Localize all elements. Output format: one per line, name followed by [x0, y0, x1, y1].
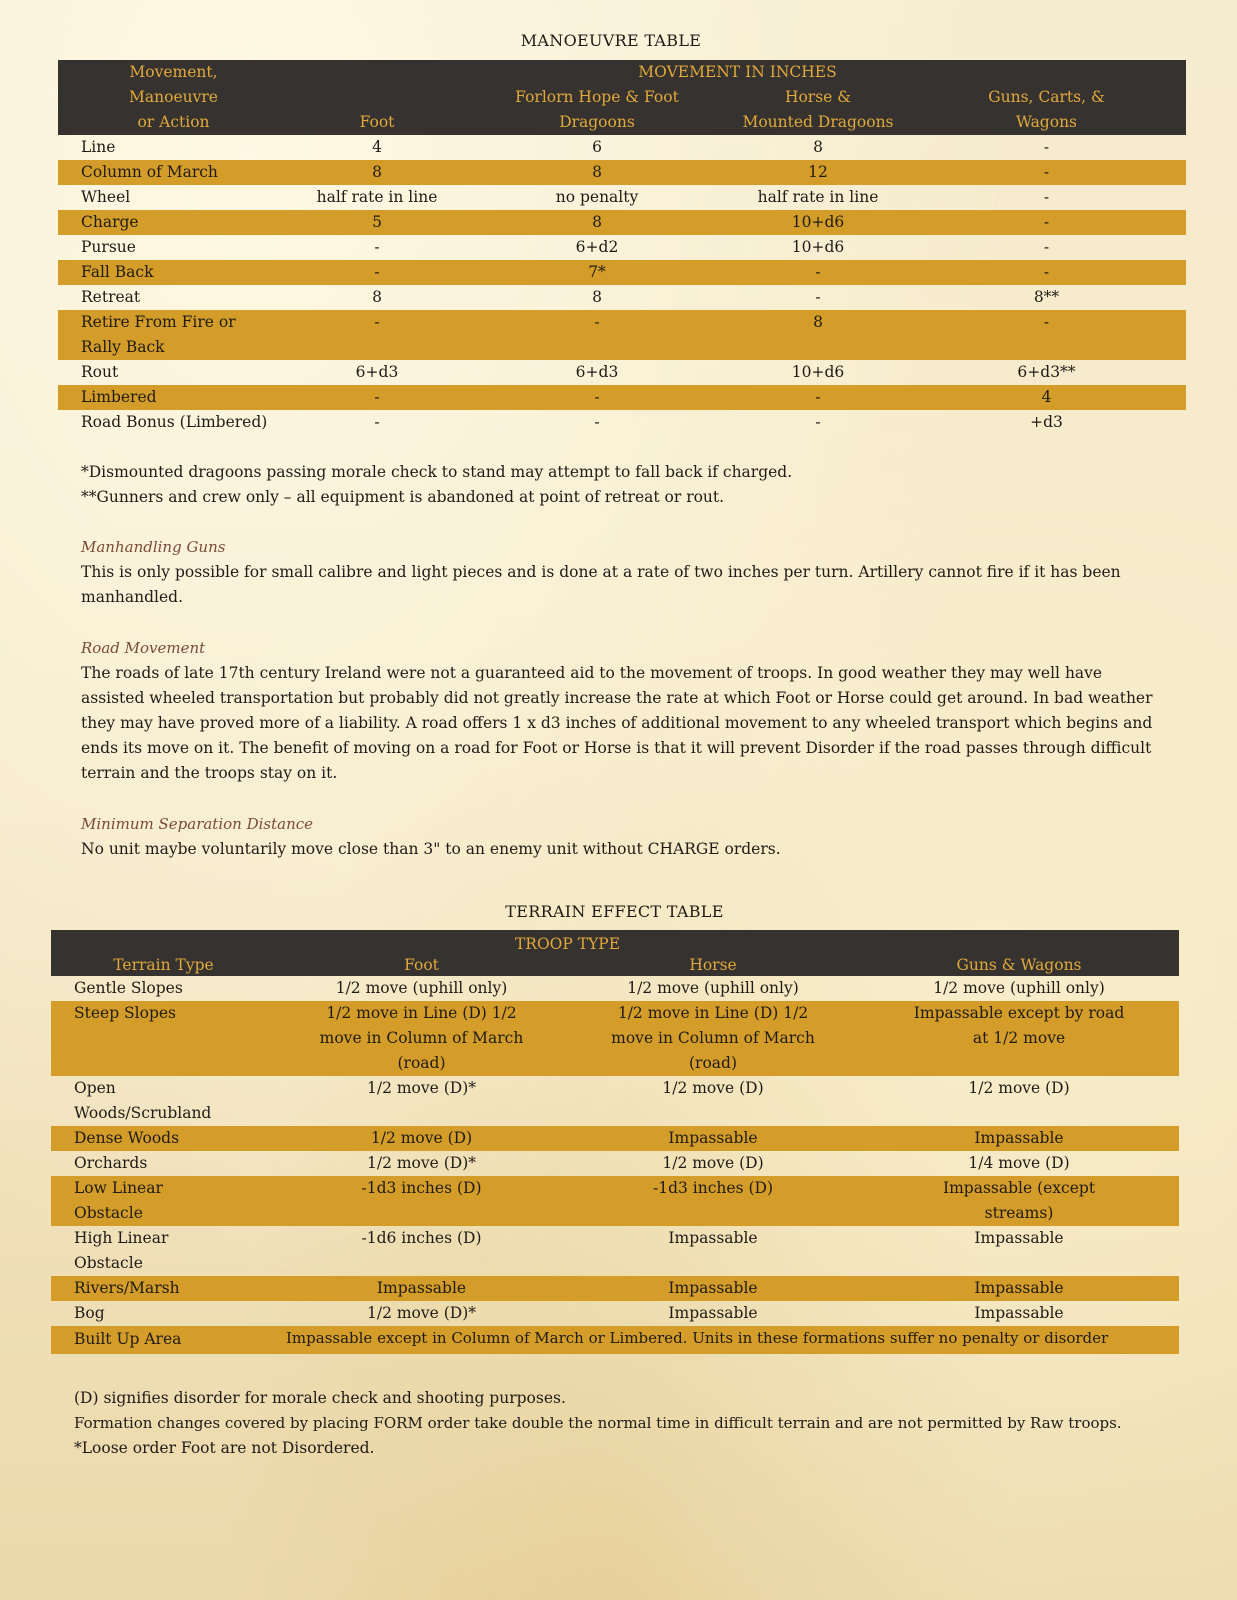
- header-horse-3: Mounted Dragoons: [742, 113, 894, 131]
- horse-cell: -1d3 inches (D): [567, 1176, 859, 1226]
- row-label: Column of March: [58, 160, 289, 185]
- horse-cell: -: [815, 288, 821, 306]
- section-manhandling-guns: [81, 535, 1161, 610]
- manoeuvre-header-row-3: [58, 110, 1186, 135]
- header-guns-2: Guns, Carts, &: [988, 88, 1105, 106]
- foot-cell: 1/2 move (D): [276, 1126, 567, 1151]
- row-label: Built Up Area: [51, 1326, 276, 1354]
- guns-cell: Impassable: [859, 1276, 1179, 1301]
- foot-cell: -1d3 inches (D): [276, 1176, 567, 1226]
- row-label: Charge: [58, 210, 289, 235]
- row-label: Open Woods/Scrubland: [74, 1079, 212, 1122]
- foot-cell: 1/2 move in Line (D) 1/2 move in Column of March (road): [276, 1001, 567, 1076]
- guns-cell: -: [907, 210, 1186, 235]
- horse-cell: Impassable: [668, 1229, 758, 1247]
- forlorn-cell: 8: [465, 210, 729, 235]
- header-horse: Horse: [689, 956, 737, 974]
- header-terrain-type: Terrain Type: [113, 956, 214, 974]
- foot-cell: 4: [372, 138, 382, 156]
- guns-cell: -: [1043, 188, 1050, 206]
- footnote: (D) signifies disorder for morale check and shooting purposes.: [74, 1389, 566, 1407]
- section-title: Minimum Separation Distance: [81, 815, 314, 833]
- guns-cell: 1/4 move (D): [968, 1154, 1070, 1172]
- section-title: Road Movement: [81, 639, 206, 657]
- footnote: Formation changes covered by placing FORM order take double the normal time in difficult terrain and are not permitted by Raw troops.: [74, 1414, 1122, 1432]
- foot-cell: -: [289, 260, 465, 285]
- header-action-3: or Action: [137, 113, 210, 131]
- header-blank: [51, 930, 276, 955]
- guns-cell: 1/2 move (D): [968, 1079, 1070, 1097]
- row-label: Fall Back: [58, 260, 289, 285]
- forlorn-cell: 6+d3: [575, 363, 619, 381]
- manoeuvre-table: [58, 60, 1186, 435]
- foot-cell: -: [374, 238, 380, 256]
- foot-cell: half rate in line: [316, 188, 438, 206]
- table-row: [51, 1226, 1179, 1276]
- horse-cell: 8: [813, 138, 823, 156]
- horse-cell: -: [729, 260, 907, 285]
- horse-cell: 10+d6: [791, 363, 845, 381]
- foot-cell: -1d6 inches (D): [361, 1229, 482, 1247]
- guns-cell: Impassable: [974, 1229, 1064, 1247]
- built-up-area-cell: Impassable except in Column of March or Limbered. Units in these formations suffer no penalty or disorder: [276, 1326, 1179, 1354]
- manoeuvre-header-row-2: [58, 85, 1186, 110]
- row-label: Rivers/Marsh: [51, 1276, 276, 1301]
- guns-cell: Impassable except by road at 1/2 move: [859, 1001, 1179, 1076]
- table-row: [51, 976, 1179, 1001]
- table-row: [58, 360, 1186, 385]
- row-label: Bog: [74, 1304, 105, 1322]
- header-horse-2: Horse &: [784, 88, 852, 106]
- row-label: Retire From Fire or Rally Back: [58, 310, 289, 360]
- foot-cell: 5: [289, 210, 465, 235]
- guns-cell: Impassable (except streams): [859, 1176, 1179, 1226]
- foot-cell: 1/2 move (D)*: [366, 1154, 477, 1172]
- foot-cell: 6+d3: [355, 363, 399, 381]
- foot-cell: 8: [289, 160, 465, 185]
- section-body: The roads of late 17th century Ireland were not a guaranteed aid to the movement of troops. In good weather they may well have assisted wheeled transportation but probably did not greatly increase the rate at which Foot or Horse could get around. In bad weather they may have proved more of a liability. A road offers 1 x d3 inches of additional movement to any wheeled transport which begins and ends its move on it. The benefit of moving on a road for Foot or Horse is that it will prevent Disorder if the road passes through difficult terrain and the troops stay on it.: [81, 664, 1153, 782]
- foot-cell: -: [289, 310, 465, 360]
- forlorn-cell: 6+d2: [575, 238, 619, 256]
- header-guns-wagons: Guns & Wagons: [956, 956, 1082, 974]
- table-row: [51, 1001, 1179, 1076]
- guns-cell: -: [1043, 238, 1050, 256]
- foot-cell: 1/2 move (uphill only): [335, 979, 508, 997]
- section-title: Manhandling Guns: [81, 538, 226, 556]
- table-row: [58, 285, 1186, 310]
- manoeuvre-header-row-1: [58, 60, 1186, 85]
- terrain-table: [51, 930, 1179, 1354]
- table-row: [51, 1276, 1179, 1301]
- table-row: [58, 310, 1186, 360]
- foot-cell: 8: [372, 288, 382, 306]
- row-label: Rout: [81, 363, 119, 381]
- row-label: Gentle Slopes: [74, 979, 183, 997]
- section-road-movement: [81, 636, 1161, 786]
- foot-cell: Impassable: [276, 1276, 567, 1301]
- guns-cell: Impassable: [974, 1304, 1064, 1322]
- forlorn-cell: -: [465, 310, 729, 360]
- row-label: Dense Woods: [51, 1126, 276, 1151]
- table-row: [58, 160, 1186, 185]
- table-row: [51, 1126, 1179, 1151]
- table-row: [58, 385, 1186, 410]
- header-foot: Foot: [404, 956, 439, 974]
- section-body: No unit maybe voluntarily move close than 3" to an enemy unit without CHARGE orders.: [81, 840, 781, 858]
- table-row: [58, 260, 1186, 285]
- horse-cell: 1/2 move (uphill only): [627, 979, 799, 997]
- forlorn-cell: 8: [465, 160, 729, 185]
- manoeuvre-table-caption: MANOEUVRE TABLE: [520, 31, 702, 50]
- row-label: Retreat: [81, 288, 141, 306]
- row-label: Steep Slopes: [51, 1001, 276, 1076]
- row-label: Limbered: [58, 385, 289, 410]
- terrain-footnotes: [74, 1386, 1214, 1461]
- terrain-header-row-1: [51, 930, 1179, 955]
- forlorn-cell: 6: [592, 138, 602, 156]
- forlorn-cell: 8: [592, 288, 602, 306]
- guns-cell: 4: [907, 385, 1186, 410]
- header-action-2: Manoeuvre: [129, 88, 218, 106]
- table-row: [51, 1301, 1179, 1326]
- guns-cell: +d3: [1030, 413, 1063, 431]
- forlorn-cell: -: [594, 413, 600, 431]
- table-row: [58, 235, 1186, 260]
- guns-cell: -: [907, 160, 1186, 185]
- guns-cell: -: [1043, 138, 1050, 156]
- guns-cell: 1/2 move (uphill only): [933, 979, 1105, 997]
- table-row: [58, 135, 1186, 160]
- foot-cell: 1/2 move (D)*: [366, 1304, 477, 1322]
- table-row: [51, 1326, 1179, 1354]
- horse-cell: 1/2 move (D): [662, 1079, 764, 1097]
- horse-cell: 1/2 move in Line (D) 1/2 move in Column of March (road): [567, 1001, 859, 1076]
- section-body: This is only possible for small calibre and light pieces and is done at a rate of two inches per turn. Artillery cannot fire if it has been manhandled.: [81, 563, 1121, 606]
- section-minimum-separation: [81, 812, 1161, 862]
- row-label: Pursue: [81, 238, 136, 256]
- horse-cell: 8: [729, 310, 907, 360]
- forlorn-cell: no penalty: [555, 188, 639, 206]
- horse-cell: 12: [729, 160, 907, 185]
- guns-cell: Impassable: [859, 1126, 1179, 1151]
- row-label: High Linear Obstacle: [74, 1229, 169, 1272]
- header-forlorn-2: Forlorn Hope & Foot: [515, 88, 679, 106]
- table-row: [51, 1076, 1179, 1126]
- table-row: [51, 1151, 1179, 1176]
- horse-cell: Impassable: [567, 1126, 859, 1151]
- movement-in-inches-header: MOVEMENT IN INCHES: [638, 63, 837, 81]
- row-label: Low Linear Obstacle: [51, 1176, 276, 1226]
- row-label: Road Bonus (Limbered): [81, 413, 268, 431]
- guns-cell: -: [907, 260, 1186, 285]
- guns-cell: 8**: [1033, 288, 1060, 306]
- foot-cell: 1/2 move (D)*: [366, 1079, 477, 1097]
- header-foot-2: [289, 85, 465, 110]
- row-label: Wheel: [81, 188, 131, 206]
- terrain-header-row-2: [51, 955, 1179, 976]
- foot-cell: -: [374, 413, 380, 431]
- header-guns-3: Wagons: [1015, 113, 1078, 131]
- horse-cell: -: [729, 385, 907, 410]
- table-row: [58, 185, 1186, 210]
- horse-cell: Impassable: [567, 1276, 859, 1301]
- guns-cell: 6+d3**: [1017, 363, 1076, 381]
- footnote: *Loose order Foot are not Disordered.: [74, 1439, 375, 1457]
- row-label: Orchards: [74, 1154, 148, 1172]
- table-row: [58, 410, 1186, 435]
- horse-cell: 10+d6: [791, 238, 845, 256]
- horse-cell: Impassable: [668, 1304, 758, 1322]
- forlorn-cell: -: [465, 385, 729, 410]
- table-row: [51, 1176, 1179, 1226]
- footnote: *Dismounted dragoons passing morale check to stand may attempt to fall back if charged.: [81, 463, 793, 481]
- row-label: Line: [81, 138, 116, 156]
- foot-cell: -: [289, 385, 465, 410]
- guns-cell: -: [907, 310, 1186, 360]
- header-foot-3: Foot: [359, 113, 395, 131]
- forlorn-cell: 7*: [465, 260, 729, 285]
- troop-type-header: TROOP TYPE: [514, 935, 621, 953]
- horse-cell: 1/2 move (D): [662, 1154, 764, 1172]
- header-blank: [859, 930, 1179, 955]
- horse-cell: -: [815, 413, 821, 431]
- terrain-table-caption: TERRAIN EFFECT TABLE: [505, 902, 724, 921]
- footnote: **Gunners and crew only – all equipment is abandoned at point of retreat or rout.: [81, 488, 725, 506]
- horse-cell: half rate in line: [757, 188, 879, 206]
- header-action-1: Movement,: [129, 63, 218, 81]
- horse-cell: 10+d6: [729, 210, 907, 235]
- header-forlorn-3: Dragoons: [559, 113, 635, 131]
- table-row: [58, 210, 1186, 235]
- manoeuvre-footnotes: [81, 460, 1201, 510]
